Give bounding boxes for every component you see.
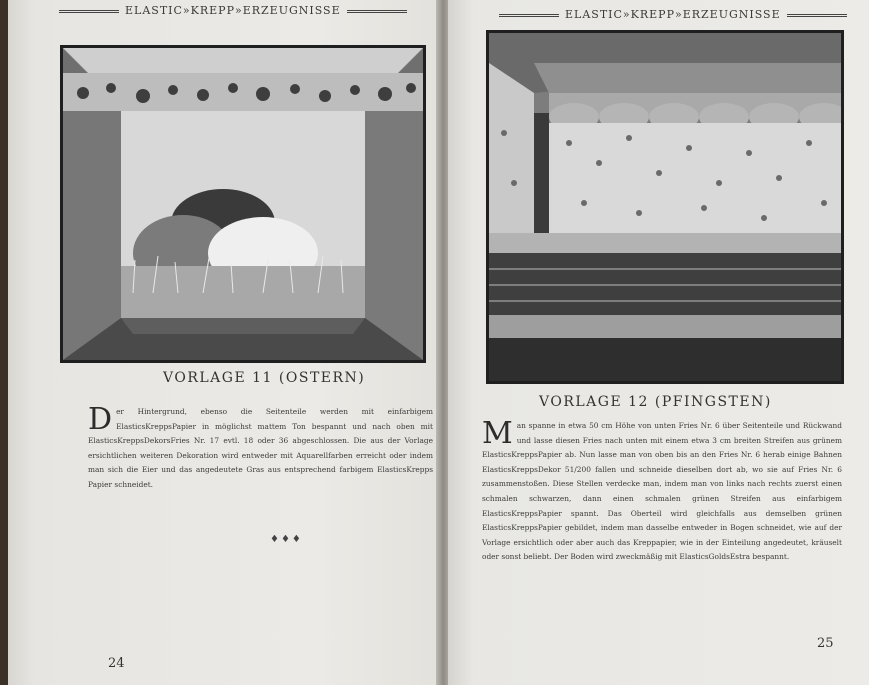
easter-scene xyxy=(63,48,423,360)
dropcap: M xyxy=(482,416,513,451)
left-side-wall xyxy=(63,111,121,360)
header-rule xyxy=(347,10,407,13)
header-rule xyxy=(59,10,119,13)
right-running-header xyxy=(493,8,853,21)
left-side-wall xyxy=(489,63,534,248)
brick-frieze xyxy=(489,253,841,315)
dropcap: D xyxy=(88,402,113,437)
right-page xyxy=(448,0,869,685)
floor xyxy=(489,338,841,381)
page-number: 24 xyxy=(108,656,125,671)
plate-pentecost-illustration xyxy=(486,30,844,384)
floral-frieze xyxy=(63,73,423,111)
left-running-header xyxy=(53,4,413,17)
left-body-text: er Hintergrund, ebenso die Seitenteile werden mit einfarbigem ElasticsKreppsPapier in möglichst mattem Ton bespannt und nach oben mit ElasticsKreppsDekorsFries Nr. 17 evtl. 18 oder 36 abgeschlossen. Die aus der Vorlage ersichtlichen weiteren Dekoration wird entweder mit Aquarellfarben erreicht oder indem man sich die Eier und das angedeutete Gras aus entsprechend farbigem ElasticsKrepps Papier schneidet. xyxy=(88,407,433,489)
pentecost-scene xyxy=(489,33,841,381)
floor-edge xyxy=(121,318,365,334)
left-body-paragraph xyxy=(88,402,433,493)
green-band xyxy=(489,233,841,253)
header-rule xyxy=(499,14,559,17)
floral-back-wall xyxy=(549,123,841,233)
dark-column xyxy=(534,113,549,233)
page-number: 25 xyxy=(817,636,834,651)
ceiling-edge xyxy=(534,63,841,93)
header-rule xyxy=(787,14,847,17)
left-page xyxy=(8,0,445,685)
grass xyxy=(121,266,365,318)
right-body-text: an spanne in etwa 50 cm Höhe von unten Fries Nr. 6 über Seitenteile und Rückwand und lasse diesen Fries nach unten mit einem etwa 3 cm breiten Streifen aus grünem ElasticsKreppsPapier ab. Nun lasse man von oben bis an den Fries Nr. 6 herab einige Bahnen ElasticsKreppsDekor 51/200 fallen und schneide dieselben dort ab, wo sie auf Fries Nr. 6 zusammenstoßen. Diese Stellen verdecke man, indem man von links nach rechts zuerst einen schmalen schwarzen, dann einen schmalen grünen Streifen aus einfarbigem ElasticsKreppsPapier spannt. Das Oberteil wird gleichfalls aus demselben grünen ElasticsKreppsPapier gebildet, indem man dasselbe entweder in Bogen schneidet, wie auf der Vorlage ersichtlich oder aber auch das Kreppapier, wie in der Einteilung angedeutet, kräuselt oder sonst beliebt. Der Boden wird zweckmäßig mit ElasticsGoldsEstra bespannt. xyxy=(482,421,842,562)
ornament: ♦♦♦ xyxy=(270,534,303,545)
right-header-text: ELASTIC»KREPP»ERZEUGNISSE xyxy=(565,8,781,21)
right-side-wall xyxy=(365,111,423,360)
right-body-paragraph xyxy=(482,416,842,565)
plate-caption: VORLAGE 12 (PFINGSTEN) xyxy=(539,394,772,410)
baseboard xyxy=(489,315,841,338)
plate-easter-illustration xyxy=(60,45,426,363)
plate-caption: VORLAGE 11 (OSTERN) xyxy=(163,370,366,386)
left-header-text: ELASTIC»KREPP»ERZEUGNISSE xyxy=(125,4,341,17)
